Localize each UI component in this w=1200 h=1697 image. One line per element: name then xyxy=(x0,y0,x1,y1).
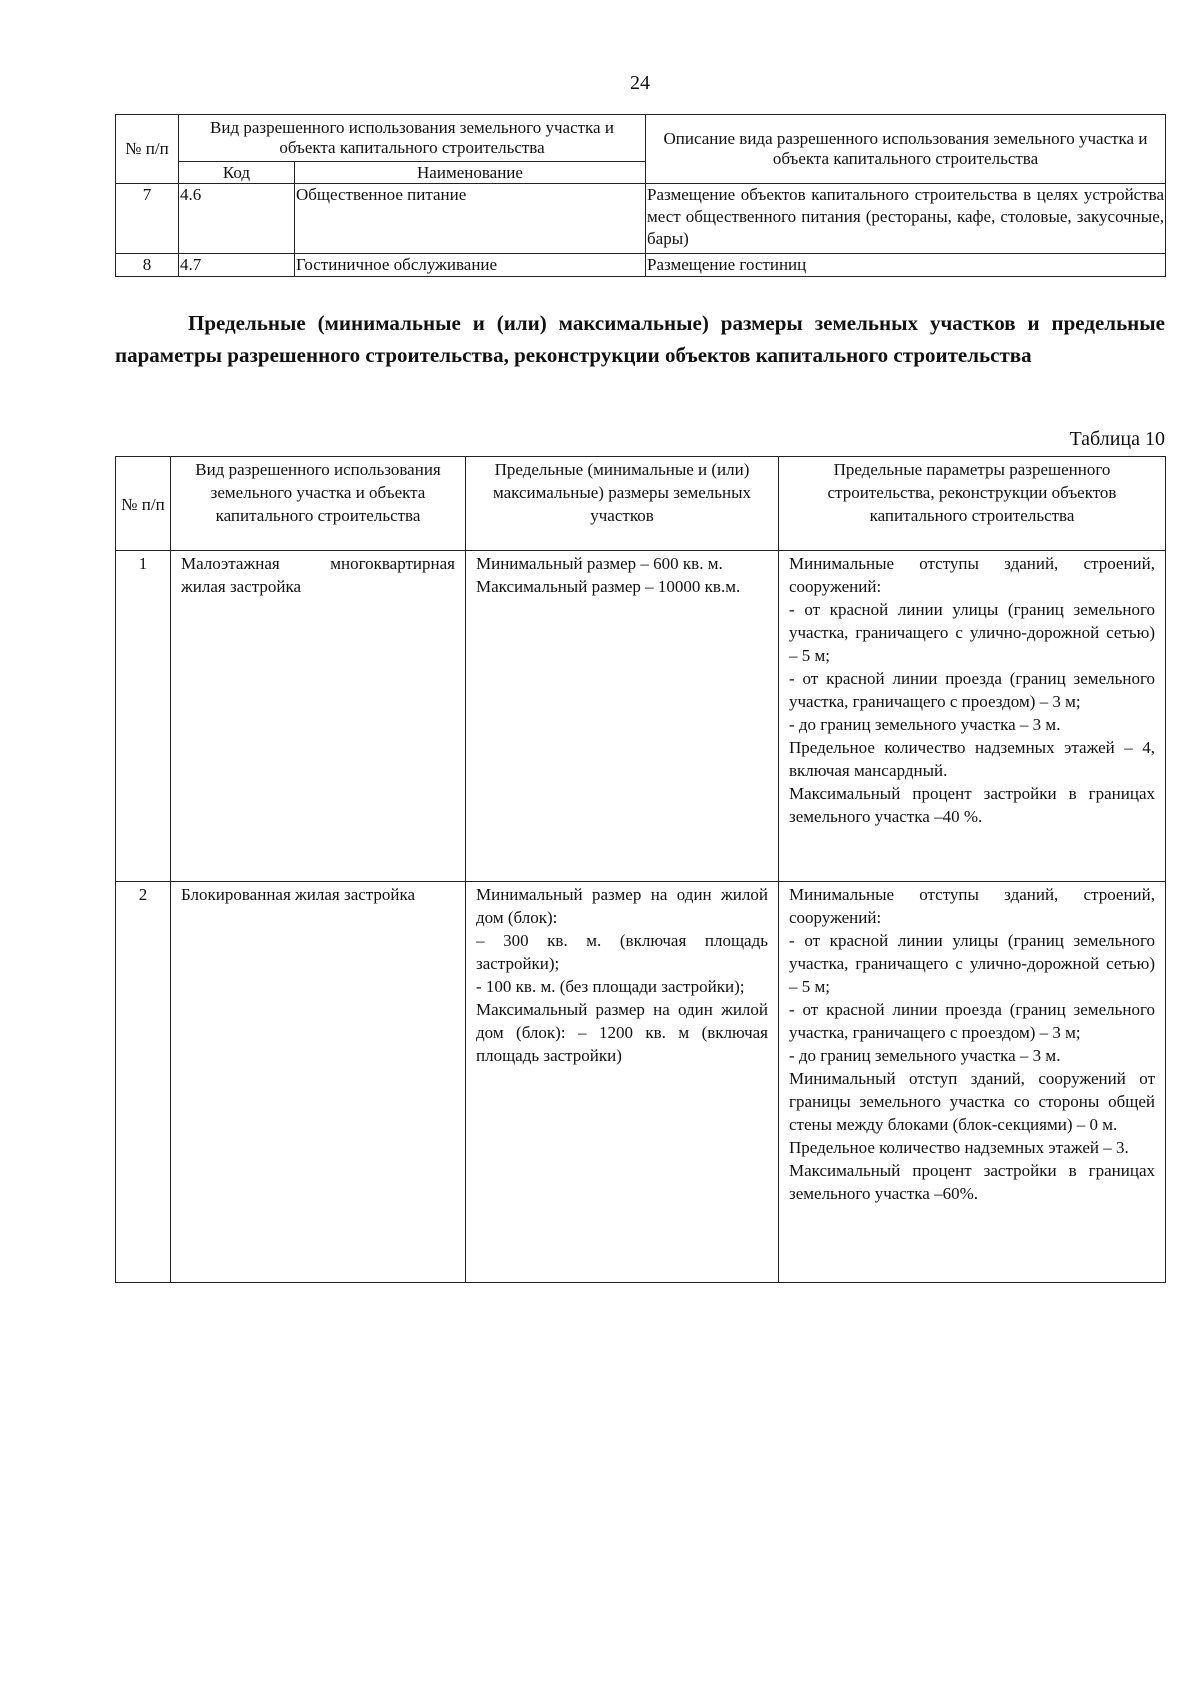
section-heading: Предельные (минимальные и (или) максимальные) размеры земельных участков и предельные параметры разрешенного строительства, реконструкции объектов капитального строительства xyxy=(115,311,1165,367)
header-sizes: Предельные (минимальные и (или) максимальные) размеры земельных участков xyxy=(466,457,779,551)
param-line: Максимальный процент застройки в границах земельного участка –60%. xyxy=(789,1161,1155,1203)
size-line: Минимальный размер – 600 кв. м. xyxy=(476,554,723,573)
param-line: - от красной линии улицы (границ земельного участка, граничащего с улично-дорожной сетью) – 5 м; xyxy=(789,931,1155,996)
header-kind: Вид разрешенного использования земельного участка и объекта капитального строительства xyxy=(179,115,646,162)
size-line: Минимальный размер на один жилой дом (блок): xyxy=(476,885,768,927)
row-description: Размещение гостиниц xyxy=(646,254,1166,277)
row-num: 8 xyxy=(116,254,179,277)
row-sizes xyxy=(466,551,779,882)
header-kind: Вид разрешенного использования земельного участка и объекта капитального строительства xyxy=(171,457,466,551)
row-sizes xyxy=(466,882,779,1283)
header-code: Код xyxy=(179,162,295,184)
table-row xyxy=(116,551,1166,882)
table-header-row xyxy=(116,457,1166,551)
permitted-uses-table xyxy=(115,114,1166,277)
param-line: Предельное количество надземных этажей – 4, включая мансардный. xyxy=(789,738,1155,780)
param-line: Минимальные отступы зданий, строений, сооружений: xyxy=(789,885,1155,927)
row-kind: Малоэтажная многоквартирная жилая застройка xyxy=(171,551,466,882)
param-line: Минимальный отступ зданий, сооружений от границы земельного участка со стороны общей стены между блоками (блок-секциями) – 0 м. xyxy=(789,1069,1155,1134)
row-name: Гостиничное обслуживание xyxy=(295,254,646,277)
header-name: Наименование xyxy=(295,162,646,184)
header-num: № п/п xyxy=(116,115,179,184)
row-num: 7 xyxy=(116,184,179,254)
param-line: Предельное количество надземных этажей – 3. xyxy=(789,1138,1129,1157)
table-row xyxy=(116,184,1166,254)
header-num: № п/п xyxy=(116,457,171,551)
table-row xyxy=(116,882,1166,1283)
table-header-row xyxy=(116,115,1166,162)
limits-table xyxy=(115,456,1166,1283)
param-line: - от красной линии улицы (границ земельного участка, граничащего с улично-дорожной сетью) – 5 м; xyxy=(789,600,1155,665)
header-description: Описание вида разрешенного использования земельного участка и объекта капитального строительства xyxy=(646,115,1166,184)
size-line: - 100 кв. м. (без площади застройки); xyxy=(476,977,745,996)
param-line: - от красной линии проезда (границ земельного участка, граничащего с проездом) – 3 м; xyxy=(789,1000,1155,1042)
page-number: 24 xyxy=(630,72,650,94)
param-line: - до границ земельного участка – 3 м. xyxy=(789,715,1061,734)
param-line: Минимальные отступы зданий, строений, сооружений: xyxy=(789,554,1155,596)
row-num: 1 xyxy=(116,551,171,882)
table-row xyxy=(116,254,1166,277)
row-description: Размещение объектов капитального строительства в целях устройства мест общественного питания (рестораны, кафе, столовые, закусочные, бары) xyxy=(646,184,1166,254)
param-line: - до границ земельного участка – 3 м. xyxy=(789,1046,1061,1065)
row-code: 4.6 xyxy=(179,184,295,254)
row-kind: Блокированная жилая застройка xyxy=(171,882,466,1283)
param-line: Максимальный процент застройки в границах земельного участка –40 %. xyxy=(789,784,1155,826)
param-line: - от красной линии проезда (границ земельного участка, граничащего с проездом) – 3 м; xyxy=(789,669,1155,711)
row-name: Общественное питание xyxy=(295,184,646,254)
header-params: Предельные параметры разрешенного строительства, реконструкции объектов капитального строительства xyxy=(779,457,1166,551)
size-line: Максимальный размер на один жилой дом (блок): – 1200 кв. м (включая площадь застройки) xyxy=(476,1000,768,1065)
row-params xyxy=(779,551,1166,882)
row-params xyxy=(779,882,1166,1283)
table-caption: Таблица 10 xyxy=(1069,428,1165,450)
size-line: Максимальный размер – 10000 кв.м. xyxy=(476,577,741,596)
row-num: 2 xyxy=(116,882,171,1283)
row-code: 4.7 xyxy=(179,254,295,277)
size-line: – 300 кв. м. (включая площадь застройки); xyxy=(476,931,768,973)
